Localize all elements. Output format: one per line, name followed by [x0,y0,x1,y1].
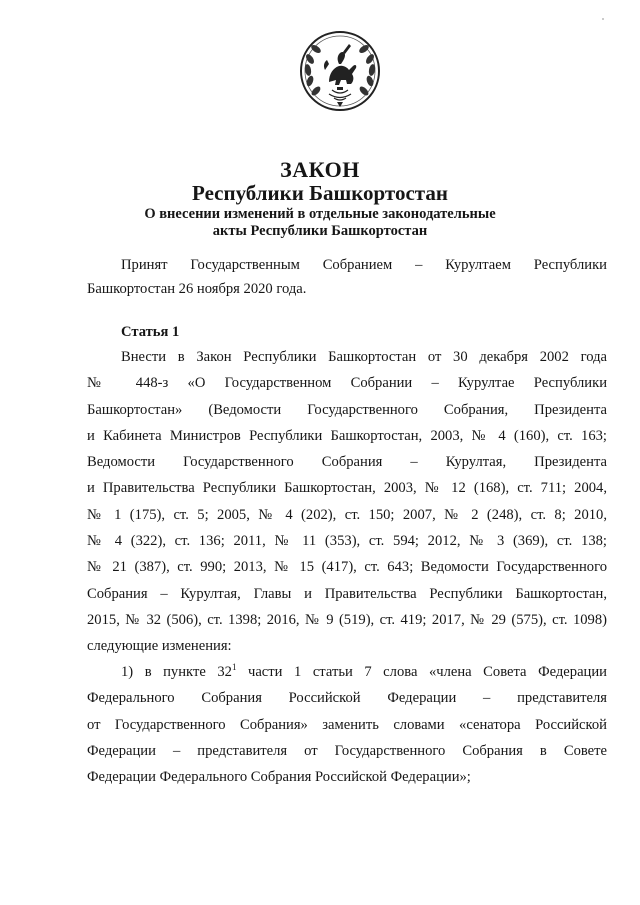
article-item-1 [87,659,607,790]
adoption-line: Принят Государственным Собранием – Курултаем Республики [121,257,607,273]
subtitle-line: О внесении изменений в отдельные законодательные [144,206,496,222]
article-line: Ведомости Государственного Собрания – Курултая, Президента [87,454,607,471]
article-line: 2015, № 32 (506), ст. 1398; 2016, № 9 (519), ст. 419; 2017, № 29 (575), ст. 1098) [87,611,607,628]
document-subtitle [0,206,640,240]
article-line: следующие изменения: [87,638,232,655]
subtitle-line: акты Республики Башкортостан [212,223,428,239]
document-title: ЗАКОН [280,157,360,182]
item-line: Федерального Собрания Российской Федерации – представителя [87,690,607,707]
article-heading: Статья 1 [121,324,180,340]
article-line: № 1 (175), ст. 5; 2005, № 4 (202), ст. 150; 2007, № 2 (248), ст. 8; 2010, [87,506,607,523]
article-body [87,344,607,660]
adoption-statement [87,253,607,301]
article-line: Внести в Закон Республики Башкортостан от 30 декабря 2002 года [121,349,607,365]
article-line: № 448-з «О Государственном Собрании – Курултае Республики [87,375,607,392]
scan-speck [602,18,604,20]
superscript: 1 [231,662,237,672]
article-line: Собрания – Курултая, Главы и Правительства Республики Башкортостан, [87,585,607,602]
item-text: 1) в пункте 32 [121,664,232,680]
item-line: Федерации – представителя от Государственного Собрания в Совете [87,742,607,759]
republic-name: Республики Башкортостан [192,181,448,205]
item-line: Федерации Федерального Собрания Российской Федерации»; [87,769,471,786]
coat-of-arms-emblem [299,30,381,112]
item-text: части 1 статьи 7 слова «члена Совета Федерации [236,664,607,680]
article-line: Башкортостан» (Ведомости Государственного Собрания, Президента [87,401,607,418]
item-line [87,659,607,685]
article-line: и Правительства Республики Башкортостан, 2003, № 12 (168), ст. 711; 2004, [87,480,607,497]
item-line: от Государственного Собрания» заменить словами «сенатора Российской [87,716,607,733]
adoption-line: Башкортостан 26 ноября 2020 года. [87,281,307,297]
article-line: № 4 (322), ст. 136; 2011, № 11 (353), ст. 594; 2012, № 3 (369), ст. 138; [87,533,607,550]
article-line: № 21 (387), ст. 990; 2013, № 15 (417), ст. 643; Ведомости Государственного [87,559,607,576]
article-line: и Кабинета Министров Республики Башкортостан, 2003, № 4 (160), ст. 163; [87,427,607,444]
